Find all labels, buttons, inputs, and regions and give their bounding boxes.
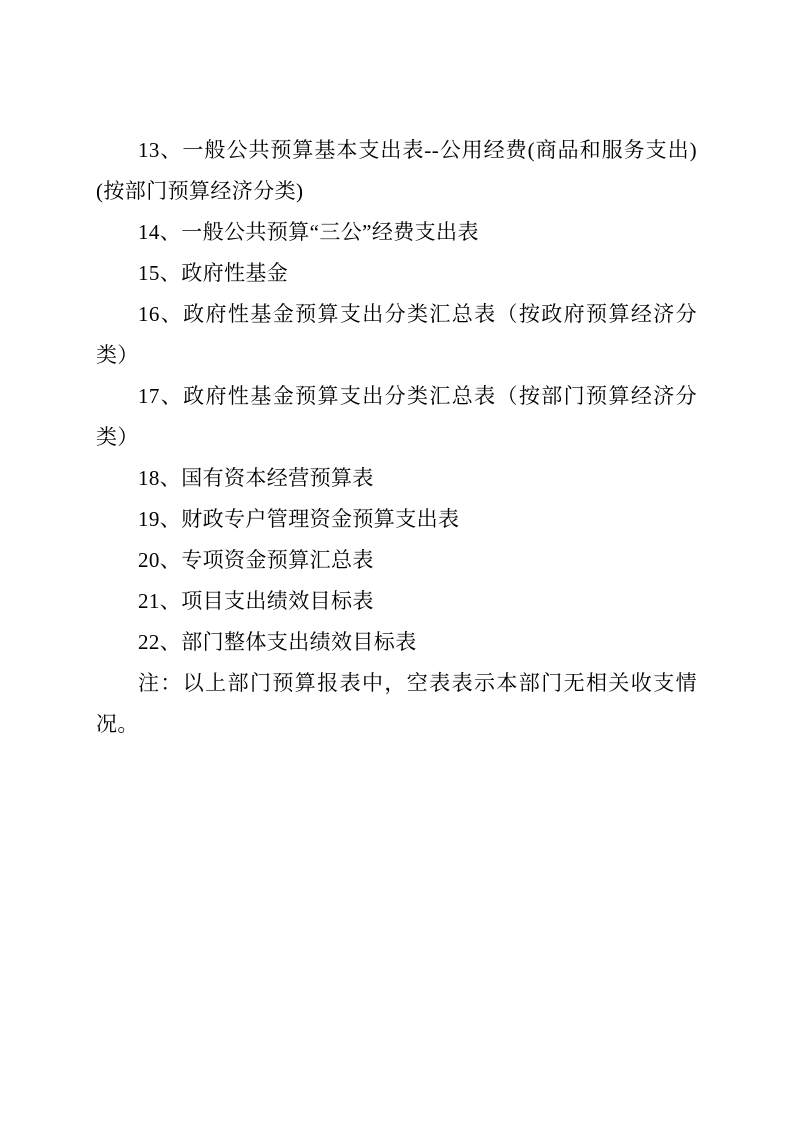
list-item: 19、财政专户管理资金预算支出表 [138, 507, 460, 531]
list-item: 16、政府性基金预算支出分类汇总表（按政府预算经济分类） [96, 302, 697, 367]
list-item: 13、一般公共预算基本支出表--公用经费(商品和服务支出)(按部门预算经济分类) [96, 138, 697, 203]
document-body [96, 130, 697, 745]
list-item: 21、项目支出绩效目标表 [138, 589, 374, 613]
list-item: 17、政府性基金预算支出分类汇总表（按部门预算经济分类） [96, 384, 697, 449]
document-note: 注：以上部门预算报表中，空表表示本部门无相关收支情况。 [96, 671, 697, 736]
list-item: 15、政府性基金 [138, 261, 289, 285]
list-item: 20、专项资金预算汇总表 [138, 548, 374, 572]
list-item: 18、国有资本经营预算表 [138, 466, 374, 490]
list-item: 22、部门整体支出绩效目标表 [138, 630, 417, 654]
list-item: 14、一般公共预算“三公”经费支出表 [138, 220, 479, 244]
